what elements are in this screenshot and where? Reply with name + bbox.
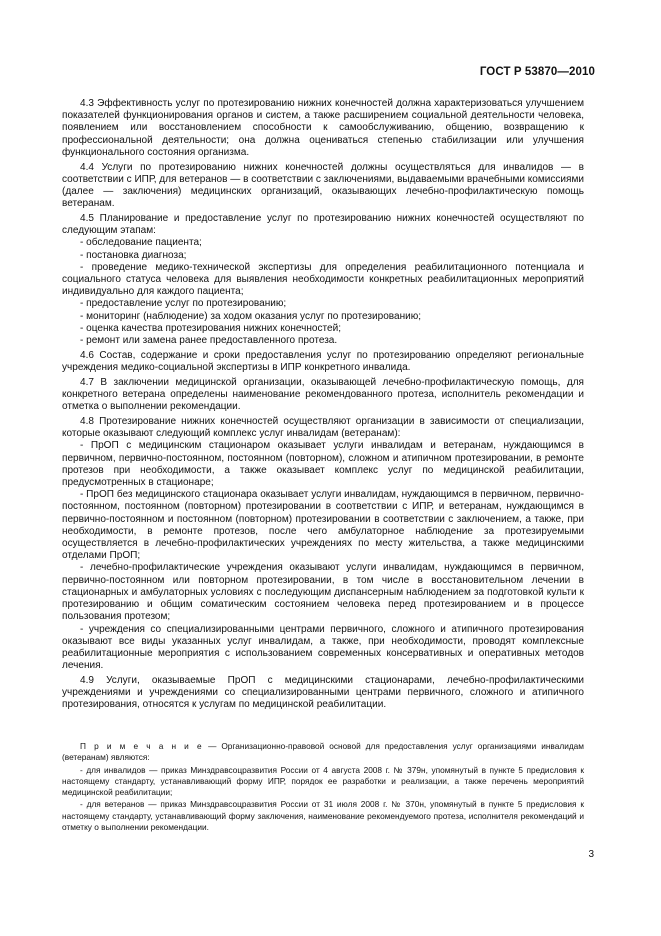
list-item: - мониторинг (наблюдение) за ходом оказания услуг по протезированию; — [80, 310, 422, 322]
list-item: - лечебно-профилактические учреждения оказывают услуги инвалидам, нуждающимся в первичном, первично-постоянном или повторном протезировании, в том числе в восстановительном лечении в стационарных и амбулаторных условиях с последующим диспансерным наблюдением за подготовкой культи к протезированию и общим соматическим состоянием человека перед протезированием и в процессе пользования протезом; — [62, 562, 584, 623]
list-item: - постановка диагноза; — [80, 249, 187, 261]
paragraph-4-5: 4.5 Планирование и предоставление услуг по протезированию нижних конечностей осуществляют по следующим этапам: — [62, 213, 584, 237]
note-item: - для ветеранов — приказ Минздравсоцразвития России от 31 июля 2008 г. № 370н, упомянутый в пункте 5 предисловия к настоящему стандарту, устанавливающий форму заключения, наименование рекомендуемого протеза, исполнителя рекомендаций и отметку о выполнении рекомендации. — [62, 799, 584, 833]
list-item: - ПрОП с медицинским стационаром оказывает услуги инвалидам и ветеранам, нуждающимся в первичном, первично-постоянном, постоянном (повторном), сложном и атипичном протезировании, в ремонте протезов при необходимости, а также оказывает комплекс услуг по медицинской реабилитации, предусмотренных в стационаре; — [62, 440, 584, 489]
paragraph-4-3: 4.3 Эффективность услуг по протезированию нижних конечностей должна характеризоваться улучшением показателей функционирования органов и систем, а также расширением социальной деятельности человека, появлением или восстановлением способности к самообслуживанию, общению, возвращению к профессиональной деятельности; она должна оцениваться степенью стабилизации или улучшения функционального состояния организма. — [62, 98, 584, 158]
list-item: - ремонт или замена ранее предоставленного протеза. — [80, 335, 338, 347]
page-number: 3 — [588, 849, 594, 860]
paragraph-4-8: 4.8 Протезирование нижних конечностей осуществляют организации в зависимости от специализации, которые оказывают следующий комплекс услуг инвалидам (ветеранам): — [62, 416, 584, 440]
note-block — [62, 741, 584, 834]
note-label: П р и м е ч а н и е — [80, 741, 204, 751]
list-item: - проведение медико-технической экспертизы для определения реабилитационного потенциала и социального статуса человека для выявления необходимости конкретных реабилитационных мероприятий индивидуально для каждого пациента; — [62, 261, 584, 298]
list-item: - ПрОП без медицинского стационара оказывает услуги инвалидам, нуждающимся в первичном, первично-постоянном, постоянном (повторном) протезировании в соответствии с ИПР, и ветеранам, нуждающимся в первично-постоянном и постоянном (повторном) протезировании в соответствии с заключением, а также, при необходимости, в ремонте протезов, после чего амбулаторное наблюдение за протезируемыми осуществляется в лечебно-профилактических учреждениях по месту жительства, а также медицинскими отделами ПрОП; — [62, 489, 584, 562]
note-intro — [62, 741, 584, 764]
list-item: - учреждения со специализированными центрами первичного, сложного и атипичного протезирования оказывают все виды указанных услуг инвалидам, а также, при необходимости, проводят комплексные реабилитационные мероприятия с использованием современных консервативных и оперативных методов лечения. — [62, 623, 584, 672]
paragraph-4-4: 4.4 Услуги по протезированию нижних конечностей должны осуществляться для инвалидов — в соответствии с ИПР, для ветеранов — в соответствии с заключениями, выдаваемыми врачебными комиссиями (далее — заключения) медицинских организаций, оказывающих лечебно-профилактическую помощь ветеранам. — [62, 161, 584, 210]
document-body — [62, 98, 584, 714]
paragraph-4-9: 4.9 Услуги, оказываемые ПрОП с медицинскими стационарами, лечебно-профилактическими учреждениями и учреждениями со специализированными центрами первичного, сложного и атипичного протезирования, относятся к услугам по медицинской реабилитации. — [62, 674, 584, 711]
paragraph-4-7: 4.7 В заключении медицинской организации, оказывающей лечебно-профилактическую помощь, для конкретного ветерана определены наименование рекомендованного протеза, исполнитель рекомендации и отметка о выполнении рекомендации. — [62, 376, 584, 413]
list-item: - предоставление услуг по протезированию; — [80, 298, 287, 310]
note-intro-text: — Организационно-правовой основой для предоставления услуг организациями инвалидам (ветеранам) являются: — [62, 741, 584, 763]
list-item: - оценка качества протезирования нижних конечностей; — [80, 322, 342, 334]
list-item: - обследование пациента; — [80, 237, 202, 249]
paragraph-4-6: 4.6 Состав, содержание и сроки предоставления услуг по протезированию определяют региональные учреждения медико-социальной экспертизы в ИПР конкретного инвалида. — [62, 349, 584, 374]
standard-code-header: ГОСТ Р 53870—2010 — [479, 66, 595, 78]
note-item: - для инвалидов — приказ Минздравсоцразвития России от 4 августа 2008 г. № 379н, упомянутый в пункте 5 предисловия к настоящему стандарту, устанавливающий форму ИПР, порядок ее разработки и реализации, а также перечень мероприятий медицинской реабилитации; — [62, 764, 584, 798]
